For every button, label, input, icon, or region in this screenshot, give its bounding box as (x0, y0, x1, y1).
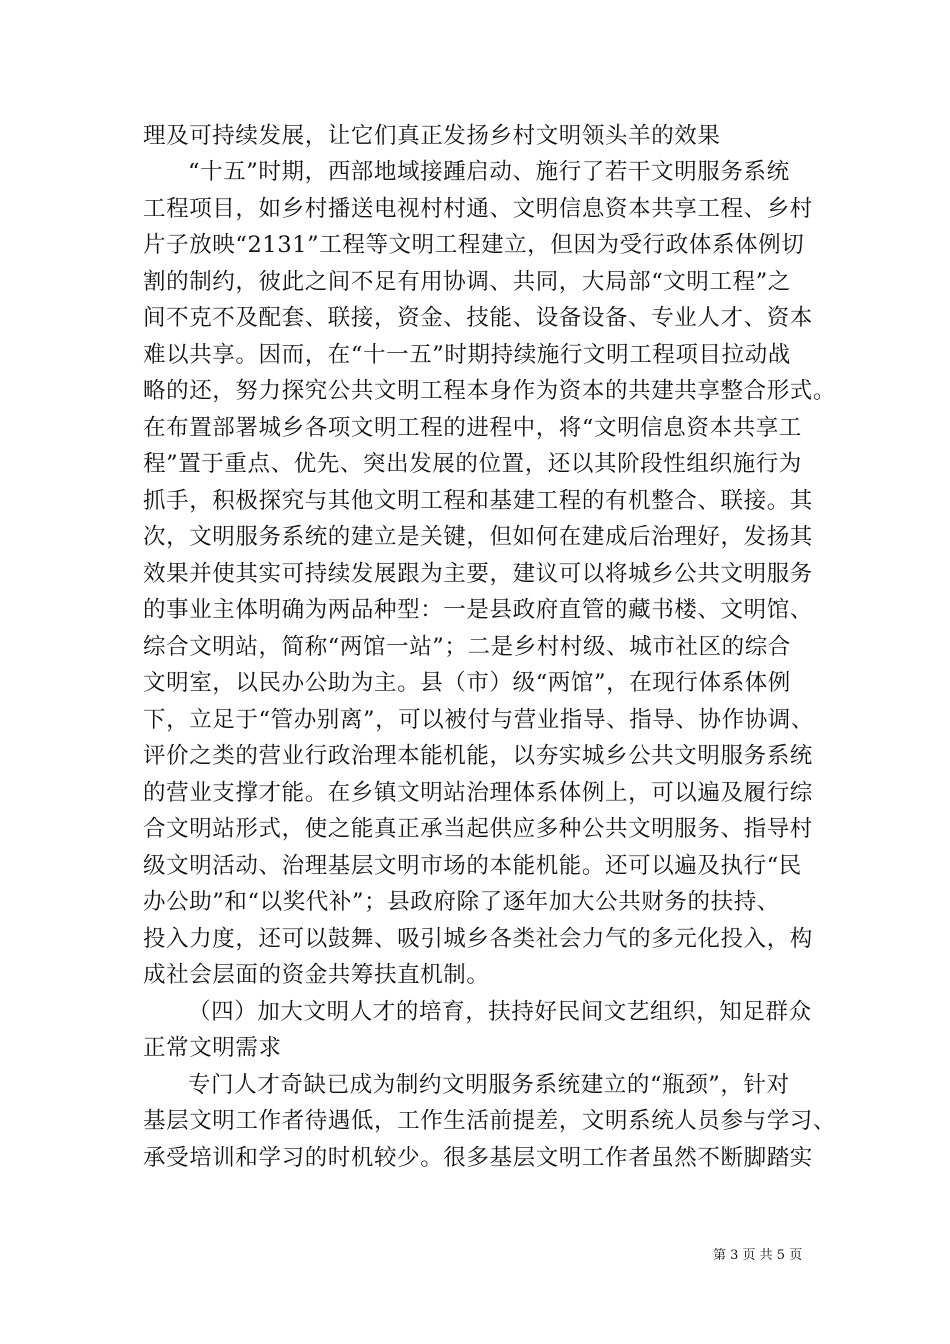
paragraph-line: 难以共享。因而，在“十一五”时期持续施行文明工程项目拉动战 (143, 342, 791, 368)
paragraph-line: 的事业主体明确为两品种型：一是县政府直管的藏书楼、文明馆、 (143, 597, 813, 623)
section-heading-line: 正常文明需求 (143, 1035, 282, 1061)
paragraph-line: 片子放映“2131”工程等文明工程建立，但因为受行政体系体例切 (143, 232, 805, 258)
paragraph-line: “十五”时期，西部地域接踵启动、施行了若干文明服务系统 (188, 159, 790, 185)
paragraph-line: 抓手，积极探究与其他文明工程和基建工程的有机整合、联接。其 (143, 488, 813, 514)
paragraph-line: 下，立足于“管办别离”，可以被付与营业指导、指导、协作协调、 (143, 707, 815, 733)
paragraph-line: 投入力度，还可以鼓舞、吸引城乡各类社会力气的多元化投入，构 (143, 926, 813, 952)
paragraph-line: 承受培训和学习的时机较少。很多基层文明工作者虽然不断脚踏实 (143, 1145, 813, 1171)
paragraph-line: 成社会层面的资金共筹扶直机制。 (143, 962, 490, 988)
section-heading-line: （四）加大文明人才的培育，扶持好民间文艺组织，知足群众 (188, 999, 812, 1025)
paragraph-line: 程”置于重点、优先、突出发展的位置，还以其阶段性组织施行为 (143, 451, 802, 477)
paragraph-line: 文明室，以民办公助为主。县（市）级“两馆”，在现行体系体例 (143, 670, 791, 696)
paragraph-line: 合文明站形式，使之能真正承当起供应多种公共文明服务、指导村 (143, 816, 813, 842)
paragraph-line: 在布置部署城乡各项文明工程的进程中，将“文明信息资本共享工 (143, 415, 802, 441)
paragraph-line: 工程项目，如乡村播送电视村村通、文明信息资本共享工程、乡村 (143, 196, 813, 222)
paragraph-line: 略的还，努力探究公共文明工程本身作为资本的共建共享整合形式。 (143, 378, 837, 404)
paragraph-line: 基层文明工作者待遇低，工作生活前提差，文明系统人员参与学习、 (143, 1108, 837, 1134)
page-number-footer: 第 3 页 共 5 页 (713, 1248, 803, 1263)
paragraph-line: 次，文明服务系统的建立是关键，但如何在建成后治理好，发扬其 (143, 524, 813, 550)
paragraph-line: 理及可持续发展，让它们真正发扬乡村文明领头羊的效果 (143, 123, 721, 149)
paragraph-line: 专门人才奇缺已成为制约文明服务系统建立的“瓶颈”，针对 (188, 1072, 790, 1098)
paragraph-line: 间不克不及配套、联接，资金、技能、设备设备、专业人才、资本 (143, 305, 813, 331)
paragraph-line: 办公助”和“以奖代补”；县政府除了逐年加大公共财务的扶持、 (143, 889, 780, 915)
paragraph-line: 效果并使其实可持续发展跟为主要，建议可以将城乡公共文明服务 (143, 561, 813, 587)
paragraph-line: 级文明活动、治理基层文明市场的本能机能。还可以遍及执行“民 (143, 853, 802, 879)
paragraph-line: 评价之类的营业行政治理本能机能，以夯实城乡公共文明服务系统 (143, 743, 813, 769)
paragraph-line: 综合文明站，简称“两馆一站”；二是乡村村级、城市社区的综合 (143, 634, 791, 660)
paragraph-line: 割的制约，彼此之间不足有用协调、共同，大局部“文明工程”之 (143, 269, 791, 295)
paragraph-line: 的营业支撑才能。在乡镇文明站治理体系体例上，可以遍及履行综 (143, 780, 813, 806)
